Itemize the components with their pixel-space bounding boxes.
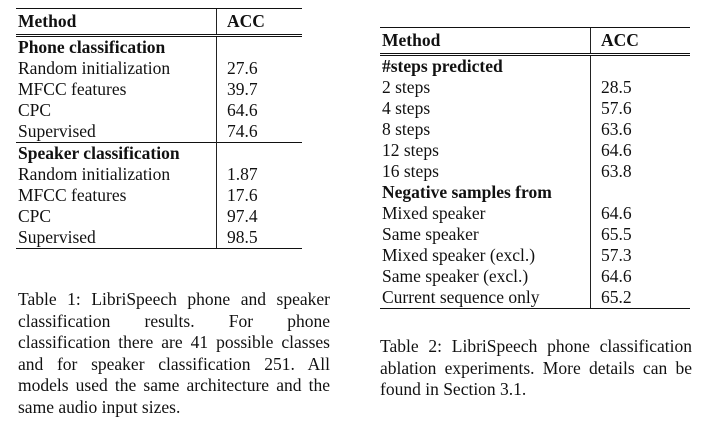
method-cell: Random initialization (18, 58, 171, 78)
section-title: Phone classification (16, 36, 217, 59)
table-2 (380, 27, 690, 309)
acc-cell: 64.6 (591, 203, 691, 224)
table-row (380, 161, 690, 182)
acc-cell: 64.6 (591, 140, 691, 161)
table-row (380, 266, 690, 287)
method-cell: MFCC features (18, 185, 127, 205)
table-row (16, 227, 302, 249)
table-row (380, 224, 690, 245)
acc-cell: 57.3 (591, 245, 691, 266)
column-header-acc: ACC (591, 28, 691, 55)
section-header-row (380, 55, 690, 78)
method-cell: CPC (18, 206, 52, 226)
table-header-row (380, 28, 690, 55)
acc-cell: 27.6 (217, 58, 303, 79)
section-header-row (16, 143, 302, 165)
acc-cell: 97.4 (217, 206, 303, 227)
method-cell: 2 steps (382, 77, 431, 97)
method-cell: Supervised (18, 121, 96, 141)
table-row (380, 77, 690, 98)
table-row (380, 203, 690, 224)
method-cell: 4 steps (382, 98, 431, 118)
method-cell: Mixed speaker (excl.) (382, 245, 536, 265)
table-row (380, 287, 690, 309)
acc-cell: 64.6 (591, 266, 691, 287)
section-title: Negative samples from (382, 182, 552, 202)
acc-cell: 98.5 (217, 227, 303, 249)
method-cell: 12 steps (382, 140, 439, 160)
acc-cell: 39.7 (217, 79, 303, 100)
column-header-acc: ACC (217, 9, 303, 36)
section-title: Speaker classification (16, 143, 217, 165)
acc-cell: 63.8 (591, 161, 691, 182)
acc-cell: 65.2 (591, 287, 691, 309)
table-1 (16, 8, 302, 249)
section-title: #steps predicted (380, 55, 591, 78)
method-cell: Same speaker (382, 224, 479, 244)
method-cell: Current sequence only (380, 287, 591, 309)
method-cell: Same speaker (excl.) (382, 266, 529, 286)
acc-cell: 1.87 (217, 164, 303, 185)
table-row (380, 140, 690, 161)
table-row (16, 58, 302, 79)
acc-cell: 64.6 (217, 100, 303, 121)
table-row (16, 164, 302, 185)
method-cell: 16 steps (382, 161, 439, 181)
acc-cell: 74.6 (217, 121, 303, 143)
table-header-row (16, 9, 302, 36)
table-2-caption: Table 2: LibriSpeech phone classification ablation experiments. More details can be found in Section 3.1. (380, 336, 692, 399)
acc-cell: 17.6 (217, 185, 303, 206)
method-cell: MFCC features (18, 79, 127, 99)
method-cell: 8 steps (382, 119, 431, 139)
method-cell: CPC (18, 100, 52, 120)
acc-cell: 28.5 (591, 77, 691, 98)
method-cell: Mixed speaker (382, 203, 486, 223)
method-cell: Supervised (16, 227, 217, 249)
section-header-row (380, 182, 690, 203)
acc-cell: 57.6 (591, 98, 691, 119)
table-row (380, 245, 690, 266)
table-row (16, 79, 302, 100)
table-row (16, 185, 302, 206)
method-cell: Random initialization (18, 164, 171, 184)
table-row (16, 121, 302, 143)
column-header-method: Method (380, 28, 591, 55)
table-row (16, 100, 302, 121)
acc-cell: 65.5 (591, 224, 691, 245)
table-row (380, 119, 690, 140)
acc-cell: 63.6 (591, 119, 691, 140)
column-header-method: Method (16, 9, 217, 36)
table-1-caption: Table 1: LibriSpeech phone and speaker classification results. For phone classification there are 41 possible classes and for speaker classification 251. All models used the same architecture and the same audio input sizes. (18, 289, 330, 417)
section-header-row (16, 36, 302, 59)
table-row (16, 206, 302, 227)
table-row (380, 98, 690, 119)
